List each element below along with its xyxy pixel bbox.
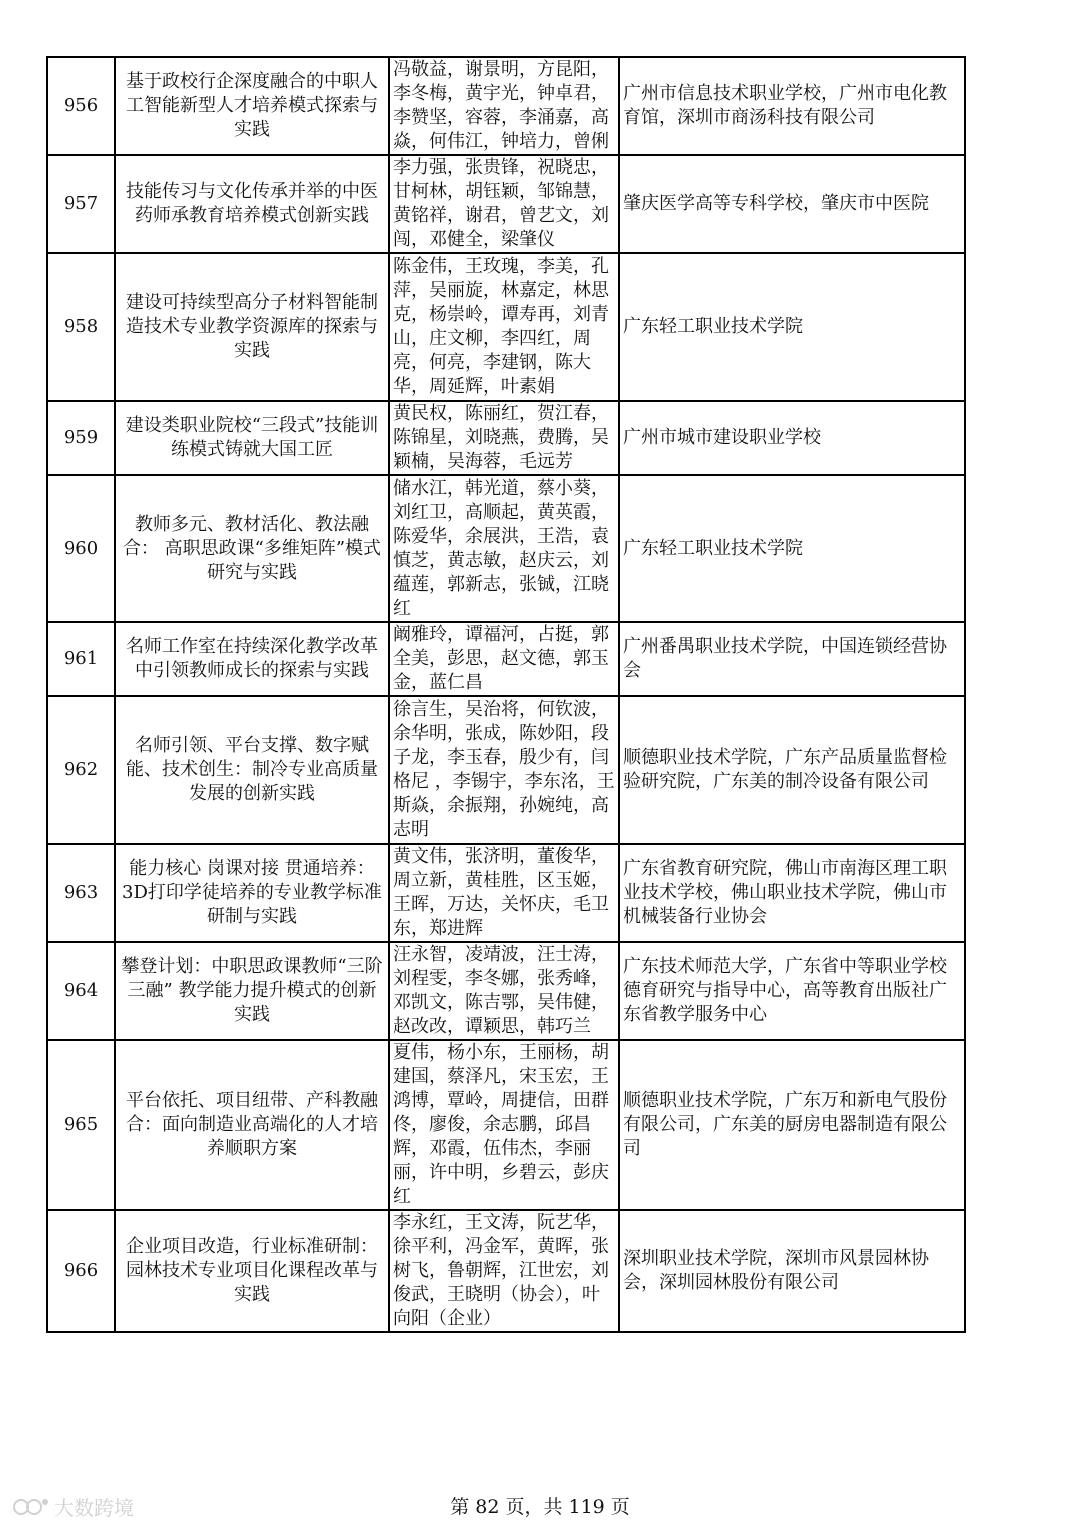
table-row — [47, 622, 965, 696]
organization-cell: 广州市信息技术职业学校，广州市电化教育馆，深圳市商汤科技有限公司 — [619, 57, 965, 155]
organization-cell: 广州市城市建设职业学校 — [619, 401, 965, 475]
watermark-logo-icon — [12, 1496, 50, 1518]
project-number-cell: 957 — [47, 155, 115, 253]
project-number-cell: 965 — [47, 1040, 115, 1210]
project-title-cell: 技能传习与文化传承并举的中医药师承教育培养模式创新实践 — [115, 155, 389, 253]
page-number-text: 第 82 页，共 119 页 — [450, 1496, 630, 1518]
organization-cell: 肇庆医学高等专科学校，肇庆市中医院 — [619, 155, 965, 253]
project-number-cell: 964 — [47, 942, 115, 1040]
participants-cell: 徐言生，吴治将，何钦波，余华明，张成，陈妙阳，段子龙，李玉春，殷少有，闫格尼 ，李锡宇，李东洺，王斯焱，余振翔，孙婉纯，高志明 — [389, 696, 619, 844]
page-footer — [0, 1492, 1080, 1519]
project-title-cell: 建设类职业院校“三段式”技能训练模式铸就大国工匠 — [115, 401, 389, 475]
organization-cell: 广州番禺职业技术学院，中国连锁经营协会 — [619, 622, 965, 696]
participants-cell: 黄民权，陈丽红，贺江春，陈锦星，刘晓燕，费腾，吴颖楠，吴海蓉，毛远芳 — [389, 401, 619, 475]
table-body — [47, 57, 965, 1332]
project-number-cell: 960 — [47, 475, 115, 622]
organization-cell: 广东省教育研究院，佛山市南海区理工职业技术学校，佛山职业技术学院，佛山市机械装备行业协会 — [619, 844, 965, 942]
table-row — [47, 844, 965, 942]
project-number-cell: 958 — [47, 253, 115, 401]
participants-cell: 冯敬益，谢景明，方昆阳，李冬梅，黄宇光，钟卓君，李赞坚，容蓉，李涌嘉，高焱，何伟江，钟培力，曾俐 — [389, 57, 619, 155]
participants-cell: 黄文伟，张济明，董俊华，周立新，黄桂胜，区玉姬，王晖，万达，关怀庆，毛卫东，郑进辉 — [389, 844, 619, 942]
project-number-cell: 961 — [47, 622, 115, 696]
project-title-cell: 教师多元、教材活化、教法融合： 高职思政课“多维矩阵”模式研究与实践 — [115, 475, 389, 622]
participants-cell: 李力强，张贵锋，祝晓忠，甘柯林，胡钰颖，邹锦慧，黄铭祥，谢君，曾艺文，刘闯，邓健全，梁肇仪 — [389, 155, 619, 253]
table-row — [47, 475, 965, 622]
organization-cell: 广东技术师范大学，广东省中等职业学校德育研究与指导中心，高等教育出版社广东省教学服务中心 — [619, 942, 965, 1040]
participants-cell: 储水江，韩光道，蔡小葵，刘红卫，高顺起，黄英霞，陈爱华，余展洪，王浩，袁慎芝，黄志敏，赵庆云，刘蕴莲，郭新志，张铖，江晓红 — [389, 475, 619, 622]
table-row — [47, 57, 965, 155]
project-number-cell: 966 — [47, 1210, 115, 1332]
table-row — [47, 1210, 965, 1332]
participants-cell: 陈金伟，王玫瑰，李美，孔萍，吴丽旋，林嘉定，林思克，杨崇岭，谭寿再，刘青山，庄文柳，李四红，周亮，何亮，李建钢，陈大华，周延辉，叶素娟 — [389, 253, 619, 401]
organization-cell: 广东轻工职业技术学院 — [619, 253, 965, 401]
project-title-cell: 企业项目改造，行业标准研制：园林技术专业项目化课程改革与实践 — [115, 1210, 389, 1332]
watermark-text: 大数跨境 — [54, 1496, 134, 1520]
project-number-cell: 963 — [47, 844, 115, 942]
table-row — [47, 401, 965, 475]
participants-cell: 阚雅玲，谭福河，占挺，郭全美，彭思，赵文德，郭玉金，蓝仁昌 — [389, 622, 619, 696]
table-row — [47, 253, 965, 401]
table-row — [47, 696, 965, 844]
project-number-cell: 956 — [47, 57, 115, 155]
table-row — [47, 155, 965, 253]
project-number-cell: 959 — [47, 401, 115, 475]
organization-cell: 顺德职业技术学院，广东产品质量监督检验研究院，广东美的制冷设备有限公司 — [619, 696, 965, 844]
project-title-cell: 平台依托、项目纽带、产科教融合：面向制造业高端化的人才培养顺职方案 — [115, 1040, 389, 1210]
project-title-cell: 名师工作室在持续深化教学改革中引领教师成长的探索与实践 — [115, 622, 389, 696]
participants-cell: 李永红，王文涛，阮艺华，徐平利，冯金军，黄晖，张树飞，鲁朝辉，江世宏，刘俊武，王晓明（协会），叶向阳（企业） — [389, 1210, 619, 1332]
award-table — [46, 56, 966, 1333]
table-row — [47, 942, 965, 1040]
participants-cell: 夏伟，杨小东，王丽杨，胡建国，蔡泽凡，宋玉宏，王鸿博，覃岭，周捷信，田群佟，廖俊，余志鹏，邱昌辉，邓霞，伍伟杰，李丽丽，许中明，乡碧云，彭庆红 — [389, 1040, 619, 1210]
project-title-cell: 基于政校行企深度融合的中职人工智能新型人才培养模式探索与实践 — [115, 57, 389, 155]
organization-cell: 深圳职业技术学院，深圳市风景园林协会，深圳园林股份有限公司 — [619, 1210, 965, 1332]
table-row — [47, 1040, 965, 1210]
project-title-cell: 建设可持续型高分子材料智能制造技术专业教学资源库的探索与实践 — [115, 253, 389, 401]
project-title-cell: 能力核心 岗课对接 贯通培养：3D打印学徒培养的专业教学标准研制与实践 — [115, 844, 389, 942]
project-title-cell: 攀登计划：中职思政课教师“三阶三融” 教学能力提升模式的创新实践 — [115, 942, 389, 1040]
participants-cell: 汪永智，凌靖波，汪士涛，刘程雯，李冬娜，张秀峰，邓凯文，陈吉鄂，吴伟健，赵改改，谭颖思，韩巧兰 — [389, 942, 619, 1040]
organization-cell: 顺德职业技术学院，广东万和新电气股份有限公司，广东美的厨房电器制造有限公司 — [619, 1040, 965, 1210]
watermark — [12, 1492, 134, 1521]
project-number-cell: 962 — [47, 696, 115, 844]
organization-cell: 广东轻工职业技术学院 — [619, 475, 965, 622]
project-title-cell: 名师引领、平台支撑、数字赋能、技术创生：制冷专业高质量发展的创新实践 — [115, 696, 389, 844]
